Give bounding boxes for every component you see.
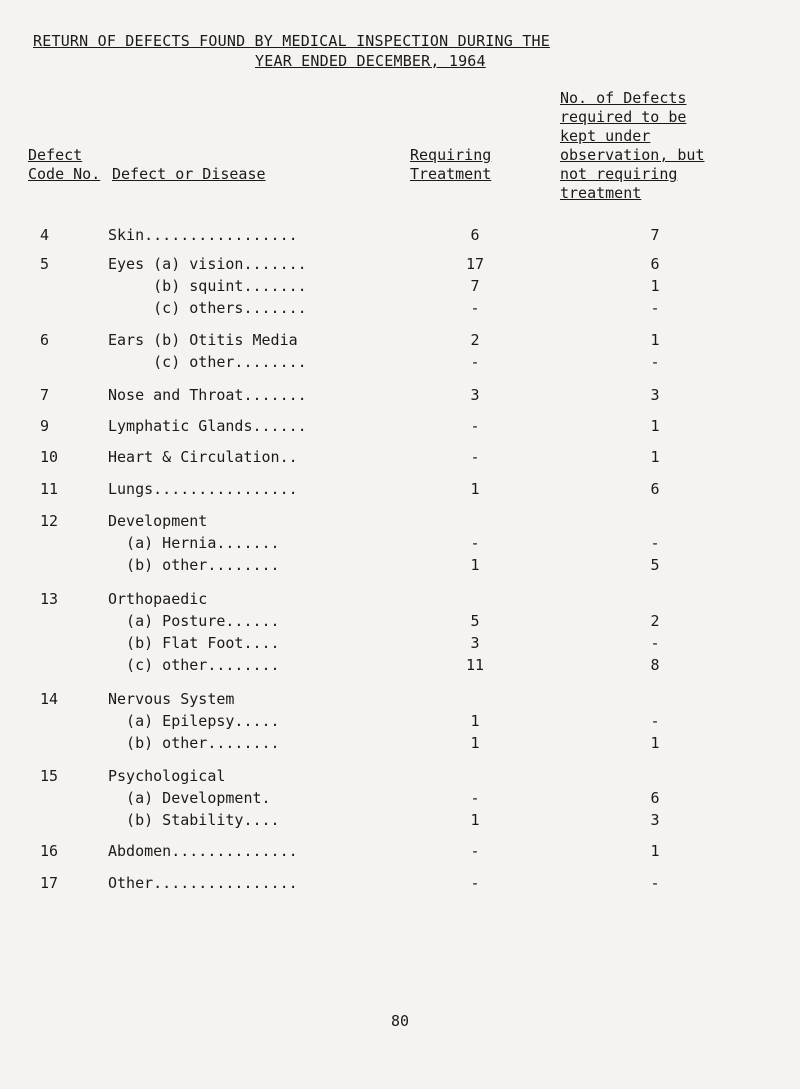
header-code-line-2: Code No. xyxy=(28,165,101,183)
table-row xyxy=(0,253,800,275)
header-observation-line-5: not requiring xyxy=(560,165,678,183)
table-row xyxy=(0,384,800,406)
row-defect-name: Heart & Circulation.. xyxy=(108,448,298,466)
row-observation-count: 1 xyxy=(650,277,660,295)
row-code: 16 xyxy=(40,842,59,860)
page-number: 80 xyxy=(390,1012,410,1030)
row-observation-count: 8 xyxy=(650,656,660,674)
header-disease: Defect or Disease xyxy=(112,165,266,183)
row-treatment-count: 5 xyxy=(470,612,480,630)
header-treatment-line-2: Treatment xyxy=(410,165,492,183)
row-defect-name: Nervous System xyxy=(108,690,235,708)
row-observation-count: - xyxy=(650,712,660,730)
row-observation-count: 3 xyxy=(650,386,660,404)
row-defect-name: Ears (b) Otitis Media xyxy=(108,331,298,349)
table-row xyxy=(0,554,800,576)
table-row xyxy=(0,765,800,787)
header-observation-line-3: kept under xyxy=(560,127,651,145)
table-row xyxy=(0,654,800,676)
row-defect-name: (a) Posture...... xyxy=(108,612,280,630)
table-row xyxy=(0,478,800,500)
row-defect-name: (c) others....... xyxy=(108,299,307,317)
header-treatment-line-1: Requiring xyxy=(410,146,492,164)
row-defect-name: (b) Flat Foot.... xyxy=(108,634,280,652)
row-code: 6 xyxy=(40,331,50,349)
row-observation-count: 3 xyxy=(650,811,660,829)
row-observation-count: 7 xyxy=(650,226,660,244)
row-defect-name: Psychological xyxy=(108,767,226,785)
report-title-line-1: RETURN OF DEFECTS FOUND BY MEDICAL INSPECTION DURING THE xyxy=(33,32,550,50)
row-treatment-count: - xyxy=(470,842,480,860)
row-code: 5 xyxy=(40,255,50,273)
row-observation-count: - xyxy=(650,534,660,552)
row-treatment-count: - xyxy=(470,353,480,371)
row-observation-count: 2 xyxy=(650,612,660,630)
row-treatment-count: 3 xyxy=(470,386,480,404)
row-defect-name: (c) other........ xyxy=(108,656,280,674)
row-defect-name: Eyes (a) vision....... xyxy=(108,255,307,273)
row-observation-count: 1 xyxy=(650,331,660,349)
table-row xyxy=(0,415,800,437)
header-observation-line-1: No. of Defects xyxy=(560,89,687,107)
row-defect-name: (c) other........ xyxy=(108,353,307,371)
row-code: 12 xyxy=(40,512,59,530)
table-row xyxy=(0,610,800,632)
row-defect-name: (b) other........ xyxy=(108,734,280,752)
table-row xyxy=(0,840,800,862)
row-defect-name: (a) Hernia....... xyxy=(108,534,280,552)
table-row xyxy=(0,532,800,554)
row-treatment-count: - xyxy=(470,417,480,435)
row-treatment-count: 1 xyxy=(470,811,480,829)
row-treatment-count: 2 xyxy=(470,331,480,349)
row-code: 10 xyxy=(40,448,59,466)
table-row xyxy=(0,510,800,532)
row-defect-name: Development xyxy=(108,512,208,530)
table-row xyxy=(0,688,800,710)
row-defect-name: Abdomen.............. xyxy=(108,842,298,860)
table-row xyxy=(0,297,800,319)
header-observation-line-4: observation, but xyxy=(560,146,705,164)
row-treatment-count: - xyxy=(470,874,480,892)
row-code: 15 xyxy=(40,767,59,785)
row-observation-count: - xyxy=(650,299,660,317)
table-row xyxy=(0,588,800,610)
row-defect-name: Skin................. xyxy=(108,226,298,244)
row-defect-name: Lungs................ xyxy=(108,480,298,498)
table-row xyxy=(0,275,800,297)
row-defect-name: (a) Development. xyxy=(108,789,271,807)
row-observation-count: 6 xyxy=(650,255,660,273)
row-treatment-count: 7 xyxy=(470,277,480,295)
row-treatment-count: 11 xyxy=(465,656,485,674)
row-treatment-count: - xyxy=(470,534,480,552)
row-treatment-count: 17 xyxy=(465,255,485,273)
table-row xyxy=(0,809,800,831)
row-treatment-count: - xyxy=(470,789,480,807)
table-row xyxy=(0,710,800,732)
header-observation-line-6: treatment xyxy=(560,184,642,202)
row-observation-count: - xyxy=(650,634,660,652)
row-defect-name: (b) squint....... xyxy=(108,277,307,295)
table-row xyxy=(0,446,800,468)
row-observation-count: - xyxy=(650,353,660,371)
row-treatment-count: 1 xyxy=(470,734,480,752)
row-treatment-count: 1 xyxy=(470,712,480,730)
row-defect-name: Nose and Throat....... xyxy=(108,386,307,404)
row-defect-name: Other................ xyxy=(108,874,298,892)
row-code: 13 xyxy=(40,590,59,608)
table-row xyxy=(0,224,800,246)
row-treatment-count: 6 xyxy=(470,226,480,244)
row-code: 11 xyxy=(40,480,59,498)
row-observation-count: 1 xyxy=(650,448,660,466)
row-code: 17 xyxy=(40,874,59,892)
header-observation-line-2: required to be xyxy=(560,108,687,126)
row-observation-count: 1 xyxy=(650,734,660,752)
table-row xyxy=(0,787,800,809)
table-row xyxy=(0,872,800,894)
row-defect-name: (b) Stability.... xyxy=(108,811,280,829)
row-observation-count: 6 xyxy=(650,480,660,498)
row-observation-count: - xyxy=(650,874,660,892)
row-code: 7 xyxy=(40,386,50,404)
row-defect-name: Lymphatic Glands...... xyxy=(108,417,307,435)
row-defect-name: (a) Epilepsy..... xyxy=(108,712,280,730)
row-code: 9 xyxy=(40,417,50,435)
header-observation xyxy=(560,89,790,203)
row-observation-count: 5 xyxy=(650,556,660,574)
row-treatment-count: - xyxy=(470,299,480,317)
report-title-line-2: YEAR ENDED DECEMBER, 1964 xyxy=(255,52,486,70)
row-observation-count: 1 xyxy=(650,417,660,435)
row-defect-name: (b) other........ xyxy=(108,556,280,574)
row-treatment-count: 1 xyxy=(470,556,480,574)
row-code: 14 xyxy=(40,690,59,708)
row-defect-name: Orthopaedic xyxy=(108,590,208,608)
row-code: 4 xyxy=(40,226,50,244)
row-treatment-count: - xyxy=(470,448,480,466)
table-row xyxy=(0,329,800,351)
row-treatment-count: 1 xyxy=(470,480,480,498)
header-code-line-1: Defect xyxy=(28,146,83,164)
row-observation-count: 1 xyxy=(650,842,660,860)
row-treatment-count: 3 xyxy=(470,634,480,652)
table-row xyxy=(0,632,800,654)
table-row xyxy=(0,732,800,754)
table-row xyxy=(0,351,800,373)
row-observation-count: 6 xyxy=(650,789,660,807)
